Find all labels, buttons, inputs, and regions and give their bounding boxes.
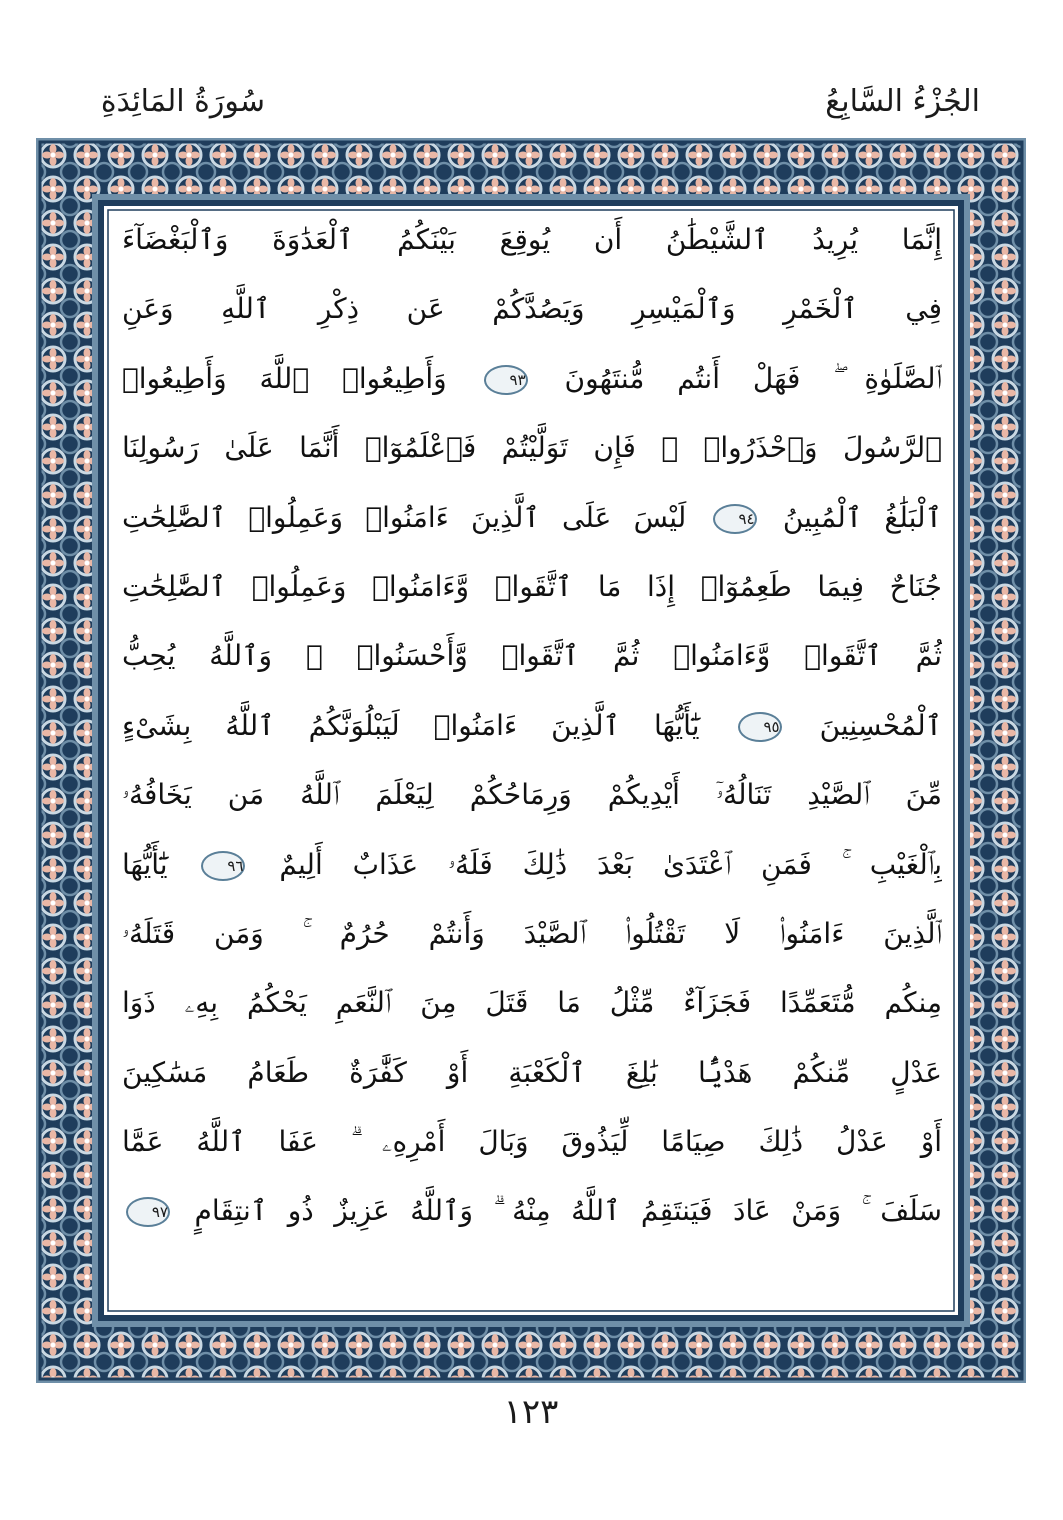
page-number: ١٢٣ [503,1392,559,1432]
verse-line [122,691,942,760]
verse-line [122,205,942,274]
verse-text: أَوْ عَدْلُ ذَٰلِكَ صِيَامًا لِّيَذُوقَ وَبَالَ أَمْرِهِۦ ۗ عَفَا ٱللَّهُ عَمَّا [122,1125,942,1159]
surah-title: سُورَةُ المَائِدَةِ [100,84,265,119]
verse-line [122,552,942,621]
ayah-number-marker: ٩٤ [713,504,757,534]
verse-text: إِنَّمَا يُرِيدُ ٱلشَّيْطَٰنُ أَن يُوقِعَ بَيْنَكُمُ ٱلْعَدَٰوَةَ وَٱلْبَغْضَآءَ [122,223,942,256]
juz-title: الجُزْءُ السَّابِعُ [825,84,980,119]
verse-text: سَلَفَ ۚ وَمَنْ عَادَ فَيَنتَقِمُ ٱللَّهُ مِنْهُ ۗ وَٱللَّهُ عَزِيزٌ ذُو ٱنتِقَامٍ [194,1194,942,1228]
ayah-number-marker: ٩٣ [484,365,528,395]
verse-text: فِي ٱلْخَمْرِ وَٱلْمَيْسِرِ وَيَصُدَّكُمْ عَن ذِكْرِ ٱللَّهِ وَعَنِ [122,292,942,326]
ayah-number-marker: ٩٦ [201,851,245,881]
verse-text: ٱلْبَلَٰغُ ٱلْمُبِينُ [782,500,942,534]
verse-line [122,1107,942,1176]
quran-text [122,205,942,1315]
verse-text: يَٰٓأَيُّهَا [122,847,168,881]
verse-text: ٱلرَّسُولَ وَٱحْذَرُوا۟ ۚ فَإِن تَوَلَّيْتُمْ فَٱعْلَمُوٓا۟ أَنَّمَا عَلَىٰ رَسُولِنَا [122,431,942,465]
verse-line [122,344,942,413]
ayah-number-marker: ٩٥ [738,712,782,742]
verse-text: يَٰٓأَيُّهَا ٱلَّذِينَ ءَامَنُوا۟ لَيَبْلُوَنَّكُمُ ٱللَّهُ بِشَىْءٍ [122,708,700,742]
verse-text: ٱلْمُحْسِنِينَ [819,708,942,742]
verse-line [122,274,942,343]
verse-line [122,413,942,482]
verse-text: جُنَاحٌ فِيمَا طَعِمُوٓا۟ إِذَا مَا ٱتَّقَوا۟ وَّءَامَنُوا۟ وَعَمِلُوا۟ ٱلصَّٰلِحَٰتِ [122,569,942,603]
verse-text: ثُمَّ ٱتَّقَوا۟ وَّءَامَنُوا۟ ثُمَّ ٱتَّقَوا۟ وَّأَحْسَنُوا۟ ۗ وَٱللَّهُ يُحِبُّ [122,639,942,673]
verse-text: مِّنَ ٱلصَّيْدِ تَنَالُهُۥٓ أَيْدِيكُمْ وَرِمَاحُكُمْ لِيَعْلَمَ ٱللَّهُ مَن يَخَافُهُۥ [122,778,942,812]
verse-line [122,830,942,899]
verse-text: بِٱلْغَيْبِ ۚ فَمَنِ ٱعْتَدَىٰ بَعْدَ ذَٰلِكَ فَلَهُۥ عَذَابٌ أَلِيمٌ [279,847,942,881]
verse-line [122,899,942,968]
verse-line [122,621,942,690]
verse-line [122,968,942,1037]
ayah-number-marker: ٩٧ [126,1197,170,1227]
verse-line [122,1038,942,1107]
verse-text: لَيْسَ عَلَى ٱلَّذِينَ ءَامَنُوا۟ وَعَمِلُوا۟ ٱلصَّٰلِحَٰتِ [122,500,687,534]
verse-text: عَدْلٍ مِّنكُمْ هَدْيًۢا بَٰلِغَ ٱلْكَعْبَةِ أَوْ كَفَّٰرَةٌ طَعَامُ مَسَٰكِينَ [122,1055,942,1089]
verse-line [122,760,942,829]
verse-text: مِنكُم مُّتَعَمِّدًا فَجَزَآءٌ مِّثْلُ مَا قَتَلَ مِنَ ٱلنَّعَمِ يَحْكُمُ بِهِۦ ذَوَا [122,986,942,1020]
verse-line [122,483,942,552]
verse-text: وَأَطِيعُوا۟ ٱللَّهَ وَأَطِيعُوا۟ [122,361,447,395]
verse-text: ٱلَّذِينَ ءَامَنُوا۟ لَا تَقْتُلُوا۟ ٱلصَّيْدَ وَأَنتُمْ حُرُمٌ ۚ وَمَن قَتَلَهُۥ [122,916,942,950]
verse-line [122,1176,942,1245]
verse-text: ٱلصَّلَوٰةِ ۖ فَهَلْ أَنتُم مُّنتَهُونَ [564,361,942,395]
